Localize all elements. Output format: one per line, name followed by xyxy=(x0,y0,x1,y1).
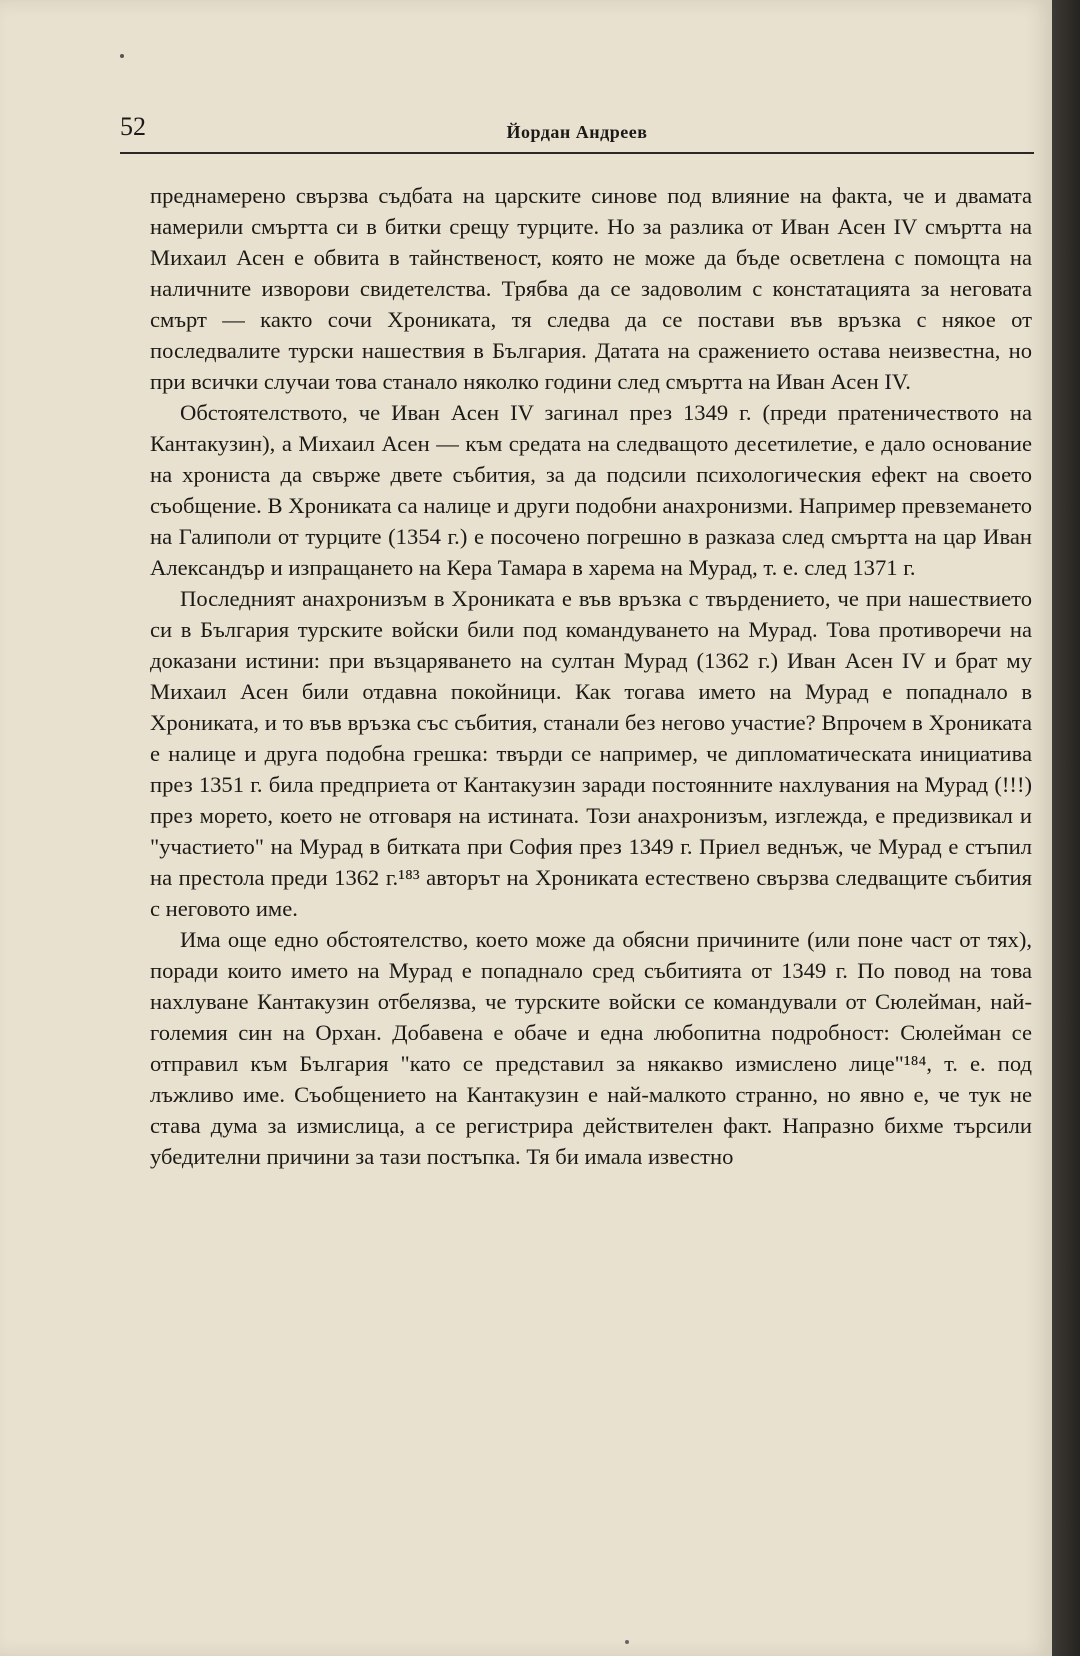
paragraph-3: Последният анахронизъм в Хрониката е във връзка с твърдението, че при нашествието си в България турските войски били под командуването на Мурад. Това противоречи на доказани истини: при възцаряването на султан Мурад (1362 г.) Иван Асен IV и брат му Михаил Асен били отдавна покойници. Как тогава името на Мурад е попаднало в Хрониката, и то във връзка със събития, станали без негово участие? Впрочем в Хрониката е налице и друга подобна грешка: твърди се например, че дипломатическата инициатива през 1351 г. била предприета от Кантакузин заради постоянните нахлувания на Мурад (!!!) през морето, което не отговаря на истината. Този анахронизъм, изглежда, е предизвикал и "участието" на Мурад в битката при София през 1349 г. Приел веднъж, че Мурад е стъпил на престола преди 1362 г.¹⁸³ авторът на Хрониката естествено свързва следващите събития с неговото име. xyxy=(150,586,1032,921)
page-speck-bottom xyxy=(625,1640,629,1644)
paragraph-2: Обстоятелството, че Иван Асен IV загинал през 1349 г. (преди пратеничеството на Кантакузин), а Михаил Асен — към средата на следващото десетилетие, е дало основание на хрониста да свърже двете събития, за да подсили психологическия ефект на своето съобщение. В Хрониката са налице и други подобни анахронизми. Например превземането на Галиполи от турците (1354 г.) е посочено погрешно в разказа след смъртта на цар Иван Александър и изпращането на Кера Тамара в харема на Мурад, т. е. след 1371 г. xyxy=(150,400,1032,580)
paragraph-4: Има още едно обстоятелство, което може да обясни причините (или поне част от тях), поради които името на Мурад е попаднало сред събитията от 1349 г. По повод на това нахлуване Кантакузин отбелязва, че турските войски се командували от Сюлейман, най-големия син на Орхан. Добавена е обаче и една любопитна подробност: Сюлейман се отправил към България "като се представил за някакво измислено лице"¹⁸⁴, т. е. под лъжливо име. Съобщението на Кантакузин е най-малкото странно, но явно е, че тук не става дума за измислица, а се регистрира действителен факт. Напразно бихме търсили убедителни причини за тази постъпка. Тя би имала известно xyxy=(150,927,1032,1169)
page-speck xyxy=(120,54,124,58)
book-spine-edge xyxy=(1052,0,1080,1656)
header-author: Йордан Андреев xyxy=(506,122,648,142)
paragraph-1: преднамерено свързва съдбата на царските синове под влияние на факта, че и двамата намерили смъртта си в битки срещу турците. Но за разлика от Иван Асен IV смъртта на Михаил Асен е обвита в тайнственост, която не може да бъде осветлена с помощта на наличните изворови свидетелства. Трябва да се задоволим с констатацията за неговата смърт — както сочи Хрониката, тя следва да се постави във връзка с някое от последвалите турски нашествия в България. Датата на сражението остава неизвестна, но при всички случаи това станало няколко години след смъртта на Иван Асен IV. xyxy=(150,183,1032,394)
page-number: 52 xyxy=(120,112,146,141)
body-text xyxy=(150,180,1032,1172)
running-header xyxy=(120,108,1034,154)
